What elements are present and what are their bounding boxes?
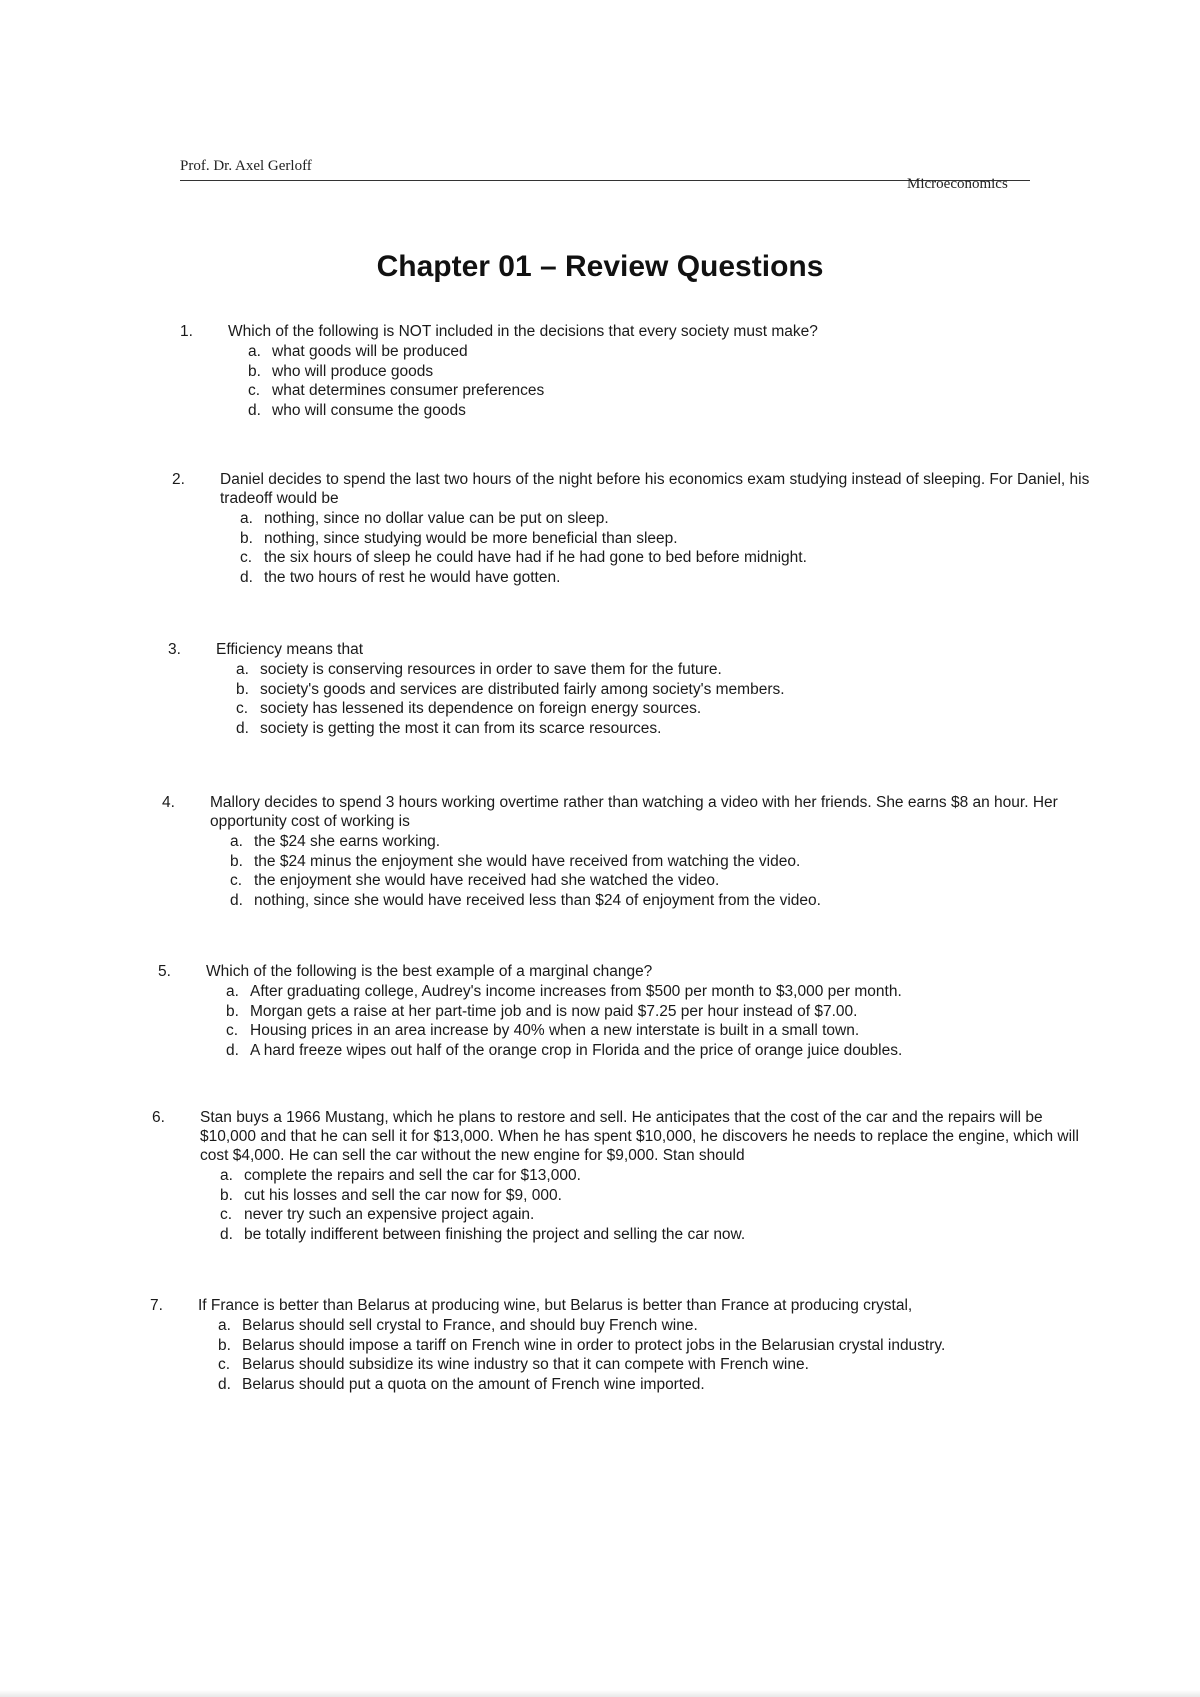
option-text: the two hours of rest he would have gotten. — [264, 568, 561, 586]
answer-option — [248, 381, 1080, 401]
option-letter: b. — [220, 1186, 233, 1204]
answer-option — [236, 699, 1088, 719]
option-letter: b. — [248, 362, 261, 380]
page-title: Chapter 01 – Review Questions — [376, 250, 824, 283]
answer-option — [226, 1021, 1088, 1041]
option-text: Belarus should sell crystal to France, and should buy French wine. — [242, 1317, 698, 1334]
option-letter: d. — [220, 1225, 233, 1243]
option-letter: a. — [236, 661, 249, 678]
answer-option — [248, 342, 1080, 362]
option-letter: d. — [226, 1041, 239, 1059]
answer-option — [230, 852, 1092, 872]
answer-option — [226, 1002, 1088, 1022]
option-letter: d. — [236, 719, 249, 737]
answer-option — [230, 871, 1092, 891]
question-7 — [150, 1296, 1090, 1394]
option-text: the $24 she earns working. — [254, 833, 441, 850]
option-text: be totally indifferent between finishing the project and selling the car now. — [244, 1225, 746, 1243]
answer-option — [236, 660, 1088, 680]
option-letter: c. — [248, 382, 261, 399]
author-header: Prof. Dr. Axel Gerloff — [180, 158, 312, 174]
answer-option — [240, 568, 1092, 588]
course-header: Microeconomics — [907, 176, 1008, 192]
answer-option — [226, 982, 1088, 1002]
option-text: Belarus should subsidize its wine industry so that it can compete with French wine. — [242, 1356, 809, 1373]
option-text: cut his losses and sell the car now for $9, 000. — [244, 1186, 562, 1204]
scan-edge — [0, 1690, 1200, 1697]
option-letter: c. — [220, 1206, 233, 1223]
option-letter: b. — [240, 529, 253, 547]
answer-option — [218, 1316, 1090, 1336]
option-list — [248, 342, 1080, 420]
answer-option — [230, 832, 1092, 852]
option-text: society's goods and services are distributed fairly among society's members. — [260, 680, 785, 698]
option-list — [240, 509, 1092, 587]
question-stem: Which of the following is the best example of a marginal change? — [206, 963, 653, 980]
option-text: complete the repairs and sell the car for $13,000. — [244, 1167, 581, 1184]
option-text: never try such an expensive project again. — [244, 1206, 535, 1223]
answer-option — [240, 509, 1092, 529]
option-letter: b. — [226, 1002, 239, 1020]
option-letter: a. — [220, 1167, 233, 1184]
option-text: society is getting the most it can from its scarce resources. — [260, 719, 662, 737]
answer-option — [220, 1225, 1092, 1245]
option-text: what determines consumer preferences — [272, 382, 545, 399]
option-text: the six hours of sleep he could have had if he had gone to bed before midnight. — [264, 549, 807, 566]
question-6 — [152, 1108, 1092, 1244]
answer-option — [230, 891, 1092, 911]
answer-option — [220, 1166, 1092, 1186]
option-text: what goods will be produced — [272, 343, 468, 360]
option-list — [218, 1316, 1090, 1394]
option-list — [226, 982, 1088, 1060]
question-number: 4. — [162, 794, 175, 811]
answer-option — [218, 1336, 1090, 1356]
option-letter: d. — [230, 891, 243, 909]
question-5 — [158, 962, 1088, 1060]
option-letter: a. — [218, 1317, 231, 1334]
question-stem: Efficiency means that — [216, 641, 364, 658]
option-list — [230, 832, 1092, 910]
option-letter: d. — [218, 1375, 231, 1393]
answer-option — [240, 529, 1092, 549]
option-text: A hard freeze wipes out half of the orange crop in Florida and the price of orange juice doubles. — [250, 1041, 903, 1059]
option-text: Belarus should put a quota on the amount of French wine imported. — [242, 1375, 705, 1393]
option-text: society is conserving resources in order to save them for the future. — [260, 661, 722, 678]
option-list — [236, 660, 1088, 738]
question-1 — [180, 322, 1080, 420]
question-number: 7. — [150, 1297, 163, 1314]
option-letter: a. — [230, 833, 243, 850]
option-text: nothing, since studying would be more beneficial than sleep. — [264, 529, 678, 547]
option-text: who will consume the goods — [272, 401, 466, 419]
option-letter: a. — [226, 983, 239, 1000]
question-number: 5. — [158, 963, 171, 980]
option-letter: c. — [240, 549, 253, 566]
option-letter: c. — [218, 1356, 231, 1373]
option-text: society has lessened its dependence on foreign energy sources. — [260, 700, 702, 717]
answer-option — [236, 680, 1088, 700]
answer-option — [240, 548, 1092, 568]
answer-option — [218, 1355, 1090, 1375]
option-letter: c. — [236, 700, 249, 717]
question-number: 1. — [180, 323, 193, 340]
question-number: 6. — [152, 1109, 165, 1126]
answer-option — [218, 1375, 1090, 1395]
question-stem: Mallory decides to spend 3 hours working overtime rather than watching a video with her friends. She earns $8 an hour. Her opportunity cost of working is — [210, 794, 1058, 830]
option-text: the $24 minus the enjoyment she would have received from watching the video. — [254, 852, 801, 870]
question-3 — [168, 640, 1088, 738]
question-number: 2. — [172, 471, 185, 488]
option-text: Belarus should impose a tariff on French wine in order to protect jobs in the Belarusian crystal industry. — [242, 1336, 946, 1354]
option-letter: d. — [248, 401, 261, 419]
answer-option — [236, 719, 1088, 739]
option-text: nothing, since she would have received less than $24 of enjoyment from the video. — [254, 891, 821, 909]
option-letter: b. — [218, 1336, 231, 1354]
answer-option — [248, 401, 1080, 421]
option-text: who will produce goods — [272, 362, 434, 380]
answer-option — [220, 1205, 1092, 1225]
option-text: After graduating college, Audrey's income increases from $500 per month to $3,000 per month. — [250, 983, 902, 1000]
option-letter: a. — [248, 343, 261, 360]
question-stem: If France is better than Belarus at producing wine, but Belarus is better than France at producing crystal, — [198, 1297, 913, 1314]
option-text: nothing, since no dollar value can be put on sleep. — [264, 510, 609, 527]
question-stem: Which of the following is NOT included in the decisions that every society must make? — [228, 323, 818, 340]
question-stem: Stan buys a 1966 Mustang, which he plans to restore and sell. He anticipates that the cost of the car and the repairs will be $10,000 and that he can sell it for $13,000. When he has spent $10,000, he discovers he needs to replace the engine, which will cost $4,000. He can sell the car without the new engine for $9,000. Stan should — [200, 1109, 1079, 1164]
option-letter: d. — [240, 568, 253, 586]
option-letter: a. — [240, 510, 253, 527]
question-stem: Daniel decides to spend the last two hours of the night before his economics exam studying instead of sleeping. For Daniel, his tradeoff would be — [220, 471, 1090, 507]
option-text: the enjoyment she would have received had she watched the video. — [254, 872, 720, 889]
option-letter: b. — [230, 852, 243, 870]
answer-option — [226, 1041, 1088, 1061]
answer-option — [220, 1186, 1092, 1206]
question-4 — [162, 793, 1092, 910]
option-letter: b. — [236, 680, 249, 698]
question-number: 3. — [168, 641, 181, 658]
answer-option — [248, 362, 1080, 382]
question-2 — [172, 470, 1092, 587]
option-text: Morgan gets a raise at her part-time job and is now paid $7.25 per hour instead of $7.00. — [250, 1002, 858, 1020]
option-letter: c. — [226, 1022, 239, 1039]
option-text: Housing prices in an area increase by 40% when a new interstate is built in a small town. — [250, 1022, 860, 1039]
header-rule — [180, 180, 1030, 181]
option-letter: c. — [230, 872, 243, 889]
option-list — [220, 1166, 1092, 1244]
